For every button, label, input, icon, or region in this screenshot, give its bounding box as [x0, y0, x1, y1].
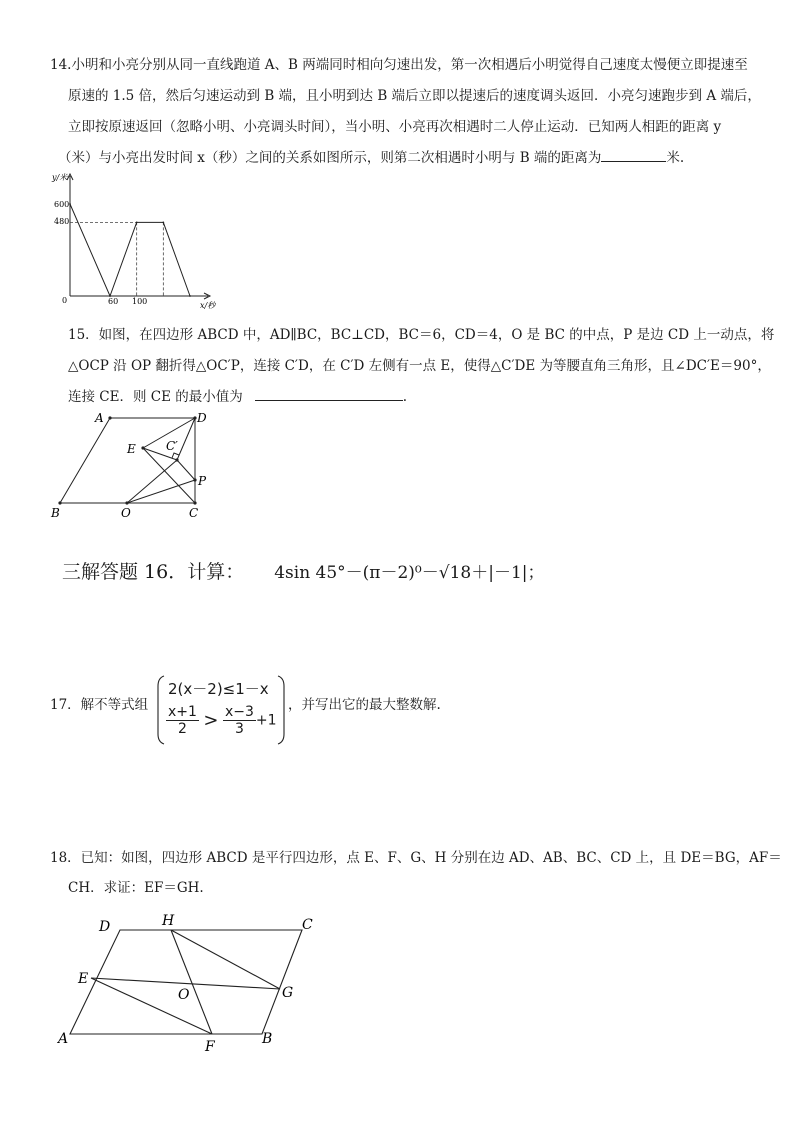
- q14-line-1: [50, 55, 748, 75]
- q17-fraction-left: [166, 704, 199, 737]
- q17-inequality-1: 2(x－2)≤1－x: [168, 680, 269, 698]
- segment-oc1: [127, 460, 177, 503]
- label-o: O: [178, 987, 190, 1003]
- q14-text-1: 小明和小亮分别从同一直线跑道 A、B 两端同时相向匀速出发，第一次相遇后小明觉得自己速度太慢便立即提速至: [71, 57, 748, 73]
- q14-graph: [50, 170, 230, 310]
- q15-figure: [45, 408, 220, 523]
- label-b: B: [51, 506, 60, 520]
- graph-x-tick-60: 60: [108, 297, 119, 306]
- label-p: P: [198, 474, 207, 488]
- plus-one: +1: [255, 712, 277, 729]
- q16-line: [62, 557, 544, 584]
- q14-number: 14.: [50, 57, 72, 73]
- q15-text-3b: .: [402, 389, 408, 405]
- q15-line-3: [68, 387, 407, 407]
- q15-line-1: 15．如图，在四边形 ABCD 中，AD∥BC，BC⊥CD，BC＝6，CD＝4，O 是 BC 的中点，P 是边 CD 上一动点，将: [68, 327, 775, 343]
- label-b: B: [262, 1031, 273, 1047]
- q14-text-4b: 米.: [666, 150, 685, 166]
- q17-suffix: ，并写出它的最大整数解.: [288, 697, 441, 713]
- q14-text-4a: （米）与小亮出发时间 x（秒）之间的关系如图所示，则第二次相遇时小明与 B 端的距离为: [58, 150, 602, 166]
- label-e: E: [78, 971, 89, 987]
- q15-answer-blank: [255, 400, 403, 401]
- label-d: D: [99, 919, 111, 935]
- fraction-denominator: 3: [234, 721, 244, 737]
- graph-y-tick-600: 600: [54, 200, 70, 209]
- segment-dc1: [177, 418, 195, 460]
- q15-text-3a: 连接 CE．则 CE 的最小值为: [68, 389, 243, 405]
- graph-x-tick-100: 100: [132, 297, 148, 306]
- q18-line-1: 18．已知：如图，四边形 ABCD 是平行四边形，点 E、F、G、H 分别在边 AD、AB、BC、CD 上，且 DE＝BG，AF＝: [50, 850, 782, 866]
- graph-x-axis-label: x/秒: [200, 301, 216, 310]
- q18-figure: [50, 905, 330, 1060]
- label-e: E: [127, 442, 136, 456]
- label-c: C: [302, 917, 313, 933]
- q14-line-3: 立即按原速返回（忽略小明、小亮调头时间），当小明、小亮再次相遇时二人停止运动．已知两人相距的距离 y: [68, 119, 722, 135]
- label-c-prime: C′: [166, 439, 178, 453]
- label-a: A: [58, 1031, 69, 1047]
- graph-x-tick-0: 0: [62, 296, 68, 305]
- label-f: F: [205, 1039, 215, 1055]
- q16-expression: 4sin 45°－(π－2)⁰－√18＋|－1|；: [274, 563, 545, 583]
- label-c: C: [189, 506, 199, 520]
- data-point: [69, 203, 71, 205]
- label-d: D: [197, 411, 207, 425]
- label-a: A: [95, 411, 104, 425]
- q15-line-2: △OCP 沿 OP 翻折得△OC′P，连接 C′D，在 C′D 左侧有一点 E，使得△C′DE 为等腰直角三角形，且∠DC′E＝90°，: [68, 358, 771, 374]
- segment-hg: [171, 930, 280, 989]
- graph-y-tick-480: 480: [54, 217, 70, 226]
- data-point: [189, 295, 191, 297]
- data-point: [136, 222, 138, 224]
- q17-inequality-2: [166, 704, 277, 737]
- q14-line-2: 原速的 1.5 倍，然后匀速运动到 B 端，且小明到达 B 端后立即以提速后的速度调头返回．小亮匀速跑步到 A 端后，: [68, 88, 761, 104]
- greater-than-sign: >: [203, 710, 219, 731]
- q17-prefix: 17．解不等式组: [50, 697, 149, 713]
- segment-ef: [91, 978, 212, 1034]
- segment-c1p: [177, 460, 195, 480]
- distance-line: [70, 204, 190, 296]
- data-point: [162, 222, 164, 224]
- label-g: G: [282, 985, 294, 1001]
- q14-answer-blank: [601, 161, 666, 162]
- label-h: H: [162, 913, 175, 929]
- label-o: O: [121, 506, 131, 520]
- fraction-denominator: 2: [178, 721, 187, 737]
- q14-chart-plot: [67, 174, 210, 299]
- fraction-numerator: x+1: [168, 704, 197, 720]
- quadrilateral-abcd: [60, 418, 195, 503]
- q14-line-4: [58, 148, 684, 168]
- q18-line-2: CH．求证：EF＝GH.: [68, 880, 204, 896]
- q17-fraction-right: [223, 704, 256, 737]
- graph-y-axis-label: y/米: [52, 173, 68, 182]
- fraction-numerator: x−3: [224, 704, 254, 720]
- q16-heading: 三解答题 16．计算：: [62, 561, 245, 583]
